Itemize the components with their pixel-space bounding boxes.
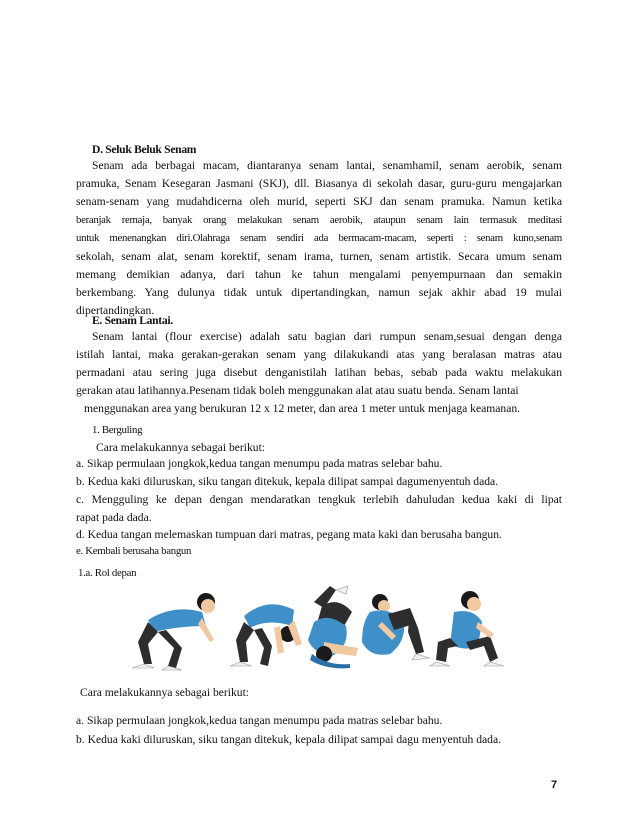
- section-d-line: memang demikian adanya, dari tahun ke tahun mengalami penyempurnaan dan semakin: [76, 268, 562, 281]
- berguling-intro: Cara melakukannya sebagai berikut:: [96, 441, 266, 454]
- gymnast-figure-1: [132, 593, 215, 670]
- rol-depan-intro: Cara melakukannya sebagai berikut:: [80, 686, 250, 699]
- berguling-step: rapat pada dada.: [76, 511, 152, 524]
- section-e-heading: E. Senam Lantai.: [92, 314, 173, 327]
- berguling-step: d. Kedua tangan melemaskan tumpuan dari matras, pegang mata kaki dan berusaha bangun.: [76, 528, 502, 541]
- section-d-line: senam-senam yang mudahdicerna oleh murid, seperti SKJ dan senam pramuka. Namun ketika: [76, 195, 562, 208]
- gymnast-figure-5: [430, 591, 504, 666]
- section-d-line: dipertandingkan.: [76, 304, 155, 317]
- section-d-line: Senam ada berbagai macam, diantaranya senam lantai, senamhamil, senam aerobik, senam: [92, 159, 562, 172]
- berguling-step: c. Mengguling ke depan dengan mendaratkan tengkuk terlebih dahuludan kedua kaki di lipat: [76, 493, 562, 506]
- page-number: 7: [551, 779, 558, 791]
- section-d-line: untuk menenangkan diri.Olahraga senam sendiri ada bermacam-macam, seperti : senam kuno,senam: [76, 232, 562, 244]
- rol-depan-illustration: [118, 582, 526, 674]
- section-d-heading: D. Seluk Beluk Senam: [92, 143, 197, 156]
- gymnast-figure-3: [308, 586, 358, 668]
- rol-depan-step: b. Kedua kaki diluruskan, siku tangan ditekuk, kepala dilipat sampai dagu menyentuh dada.: [76, 733, 501, 746]
- rol-depan-step: a. Sikap permulaan jongkok,kedua tangan menumpu pada matras selebar bahu.: [76, 714, 443, 727]
- section-e-line: istilah lantai, maka gerakan-gerakan senam yang dilakukandi atas yang beralasan matras atau: [76, 348, 562, 361]
- berguling-step: b. Kedua kaki diluruskan, siku tangan ditekuk, kepala dilipat sampai dagumenyentuh dada.: [76, 475, 499, 488]
- berguling-step: a. Sikap permulaan jongkok,kedua tangan menumpu pada matras selebar bahu.: [76, 457, 443, 470]
- section-d-line: pramuka, Senam Kesegaran Jasmani (SKJ), dll. Biasanya di sekolah dasar, guru-guru mengajarkan: [76, 177, 562, 190]
- section-e-line: menggunakan area yang berukuran 12 x 12 meter, dan area 1 meter untuk menjaga keamanan.: [84, 402, 521, 415]
- figure-caption: 1.a. Rol depan: [78, 567, 137, 579]
- section-e-line: Senam lantai (flour exercise) adalah satu bagian dari rumpun senam,sesuai dengan denga: [92, 330, 562, 343]
- section-d-line: sekolah, senam alat, senam korektif, senam irama, turnen, senam artistik. Secara umum senam: [76, 250, 562, 263]
- gymnast-figure-2: [230, 604, 302, 666]
- gymnast-figure-4: [362, 594, 430, 660]
- section-d-line: beranjak remaja, banyak orang melakukan senam aerobik, ataupun senam lain termasuk meditasi: [76, 214, 562, 226]
- section-d-line: berkembang. Yang dulunya tidak untuk dipertandingkan, namun sejak akhir abad 19 mulai: [76, 286, 562, 299]
- berguling-item: 1. Berguling: [92, 424, 143, 436]
- berguling-step: e. Kembali berusaha bangun: [76, 545, 192, 557]
- section-e-line: permadani atau sering juga disebut denganistilah latihan bebas, sebab pada waktu melakukan: [76, 366, 562, 379]
- section-e-line: gerakan atau latihannya.Pesenam tidak boleh menggunakan alat atau suatu benda. Senam lantai: [76, 384, 519, 397]
